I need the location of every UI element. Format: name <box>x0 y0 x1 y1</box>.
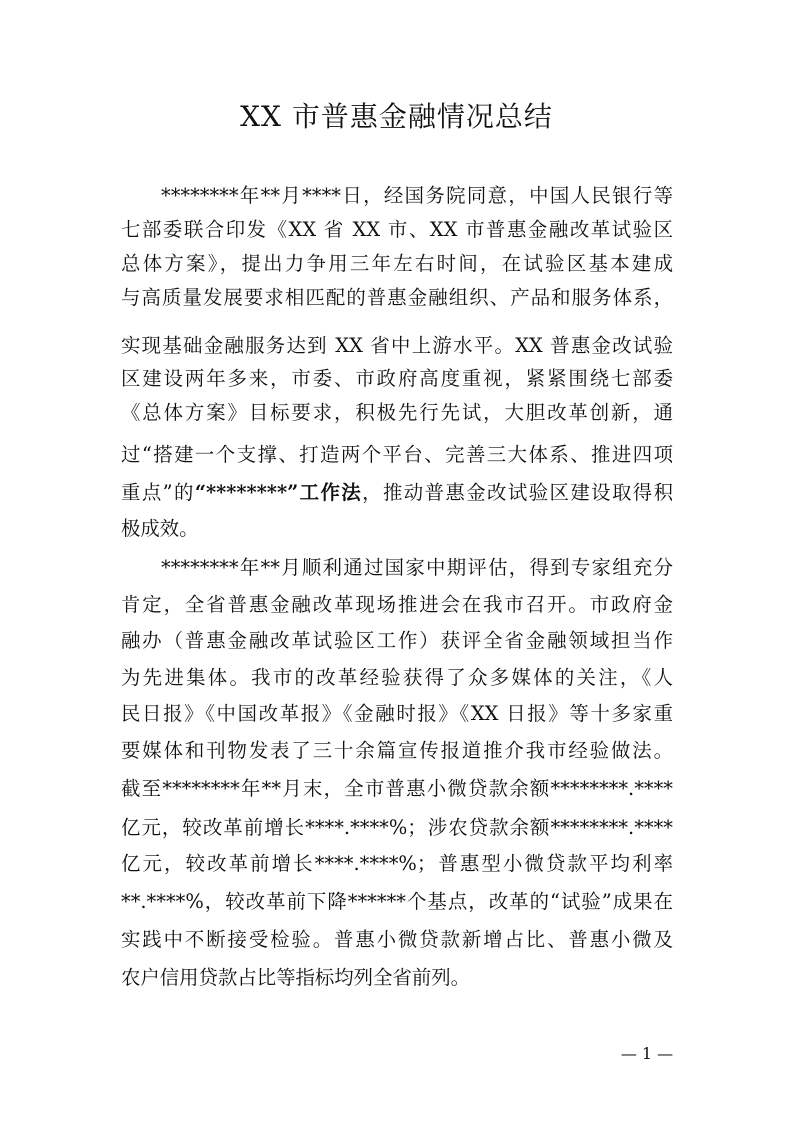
page-number: — 1 — <box>620 1044 674 1063</box>
paragraph-1-line-8: 过“搭建一个支撑、打造两个平台、完善三大体系、推进四项 <box>121 443 673 466</box>
work-method-bold: “********”工作法 <box>194 481 363 504</box>
paragraph-2-line-6: 要媒体和刊物发表了三十余篇宣传报道推介我市经验做法。 <box>121 739 673 762</box>
paragraph-2-line-8: 亿元，较改革前增长****.****%；涉农贷款余额********.**** <box>121 816 673 839</box>
paragraph-1-line-2: 七部委联合印发《XX 省 XX 市、XX 市普惠金融改革试验区 <box>121 218 673 241</box>
paragraph-2-line-5: 民日报》《中国改革报》《金融时报》《XX 日报》等十多家重 <box>121 702 673 725</box>
paragraph-1-line-6: 区建设两年多来，市委、市政府高度重视，紧紧围绕七部委 <box>121 367 673 390</box>
paragraph-2-line-3: 融办（普惠金融改革试验区工作）获评全省金融领域担当作 <box>121 629 673 652</box>
paragraph-2-line-9: 亿元，较改革前增长****.****%；普惠型小微贷款平均利率 <box>121 852 673 875</box>
paragraph-2-line-7: 截至********年**月末，全市普惠小微贷款余额********.**** <box>121 777 673 800</box>
paragraph-2-line-11: 实践中不断接受检验。普惠小微贷款新增占比、普惠小微及 <box>121 928 673 951</box>
paragraph-1-line-5: 实现基础金融服务达到 XX 省中上游水平。XX 普惠金改试验 <box>121 334 673 357</box>
line-9-suffix: ，推动普惠金改试验区建设取得积 <box>362 481 674 504</box>
document-title: XX 市普惠金融情况总结 <box>240 100 553 133</box>
paragraph-1-line-7: 《总体方案》目标要求，积极先行先试，大胆改革创新，通 <box>121 401 673 424</box>
paragraph-1-line-9 <box>121 477 673 509</box>
paragraph-1-line-3: 总体方案》，提出力争用三年左右时间，在试验区基本建成 <box>121 252 673 275</box>
line-9-prefix: 重点”的 <box>121 481 195 504</box>
paragraph-2-line-12: 农户信用贷款占比等指标均列全省前列。 <box>121 966 471 989</box>
paragraph-2-line-10: **.****%，较改革前下降******个基点，改革的“试验”成果在 <box>121 890 673 913</box>
paragraph-2-line-4: 为先进集体。我市的改革经验获得了众多媒体的关注，《人 <box>121 666 673 689</box>
paragraph-1-line-1: ********年**月****日，经国务院同意，中国人民银行等 <box>161 184 673 207</box>
paragraph-1-line-4: 与高质量发展要求相匹配的普惠金融组织、产品和服务体系， <box>121 286 673 309</box>
paragraph-2-line-1: ********年**月顺利通过国家中期评估，得到专家组充分 <box>161 556 673 579</box>
paragraph-2-line-2: 肯定，全省普惠金融改革现场推进会在我市召开。市政府金 <box>121 593 673 616</box>
paragraph-1-line-10: 极成效。 <box>121 517 199 540</box>
